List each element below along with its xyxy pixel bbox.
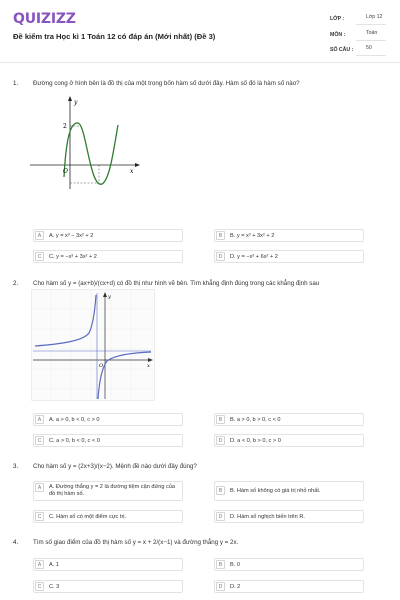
question-text: Đường cong ở hình bên là đồ thị của một trong bốn hàm số dưới đây. Hàm số đó là hàm số nào? bbox=[33, 80, 300, 87]
cubic-graph bbox=[30, 95, 142, 191]
y-intercept-label: 2 bbox=[63, 123, 67, 130]
question-number: 4. bbox=[13, 539, 19, 546]
worksheet-header bbox=[0, 0, 400, 63]
option-key: C bbox=[35, 436, 44, 445]
option-key: A bbox=[35, 560, 44, 569]
option-text: C. a > 0, b < 0, c < 0 bbox=[49, 438, 100, 444]
origin-label: O bbox=[99, 363, 104, 369]
subject-label: MÔN : bbox=[330, 32, 346, 38]
quizizz-logo: QUIZIZZ bbox=[13, 11, 76, 27]
option-text: C. Hàm số có một điểm cực trị. bbox=[49, 514, 127, 520]
option-key: D bbox=[216, 436, 225, 445]
rational-function-graph bbox=[31, 289, 155, 401]
option-text: D. a < 0, b > 0, c > 0 bbox=[230, 438, 281, 444]
answer-option-a[interactable] bbox=[33, 229, 183, 242]
option-key: B bbox=[216, 560, 225, 569]
answer-option-b[interactable] bbox=[214, 229, 364, 242]
option-text: A. Đường thẳng y = 2 là đường tiệm cận đứng của đồ thị hàm số. bbox=[49, 484, 176, 497]
y-axis-label: y bbox=[74, 99, 78, 106]
option-text: A. y = x³ − 3x² + 2 bbox=[49, 233, 94, 239]
answer-option-b[interactable] bbox=[214, 413, 364, 426]
answer-option-c[interactable] bbox=[33, 434, 183, 447]
question-text: Tìm số giao điểm của đồ thị hàm số y = x + 2/(x−1) và đường thẳng y = 2x. bbox=[33, 539, 239, 546]
option-key: B bbox=[216, 415, 225, 424]
answer-option-b[interactable] bbox=[214, 558, 364, 571]
subject-value: Toán bbox=[356, 30, 386, 41]
option-key: C bbox=[35, 512, 44, 521]
option-text: B. Hàm số không có giá trị nhỏ nhất. bbox=[230, 488, 321, 494]
question-number: 1. bbox=[13, 80, 19, 87]
option-key: D bbox=[216, 582, 225, 591]
option-text: C. 3 bbox=[49, 584, 60, 590]
option-text: D. 2 bbox=[230, 584, 241, 590]
class-value: Lớp 12 bbox=[356, 14, 386, 25]
option-text: B. y = x³ + 3x² + 2 bbox=[230, 233, 275, 239]
option-text: D. y = −x³ + 6x² + 2 bbox=[230, 254, 278, 260]
option-key: D bbox=[216, 512, 225, 521]
answer-option-c[interactable] bbox=[33, 580, 183, 593]
answer-option-c[interactable] bbox=[33, 250, 183, 263]
option-key: B bbox=[216, 486, 225, 495]
option-key: A bbox=[35, 483, 44, 492]
option-key: C bbox=[35, 582, 44, 591]
y-axis-label: y bbox=[108, 294, 111, 300]
answer-option-b[interactable] bbox=[214, 481, 364, 501]
x-axis-label: x bbox=[130, 168, 134, 175]
answer-option-a[interactable] bbox=[33, 481, 183, 501]
option-text: A. 1 bbox=[49, 562, 59, 568]
answer-option-d[interactable] bbox=[214, 580, 364, 593]
question-text: Cho hàm số y = (2x+3)/(x−2). Mệnh đề nào dưới đây đúng? bbox=[33, 463, 197, 470]
answer-option-a[interactable] bbox=[33, 558, 183, 571]
question-text: Cho hàm số y = (ax+b)/(cx+d) có đồ thị như hình vẽ bên. Tìm khẳng định đúng trong các khẳng định sau bbox=[33, 280, 320, 287]
answer-option-d[interactable] bbox=[214, 510, 364, 523]
class-label: LỚP : bbox=[330, 16, 345, 22]
question-number: 2. bbox=[13, 280, 19, 287]
option-key: B bbox=[216, 231, 225, 240]
option-text: A. a > 0, b < 0, c > 0 bbox=[49, 417, 100, 423]
question-count-value: 50 bbox=[356, 45, 386, 56]
option-key: A bbox=[35, 231, 44, 240]
worksheet-title: Đề kiểm tra Học kì 1 Toán 12 có đáp án (Mới nhất) (Đề 3) bbox=[13, 32, 216, 41]
answer-option-c[interactable] bbox=[33, 510, 183, 523]
option-key: D bbox=[216, 252, 225, 261]
origin-label: O bbox=[63, 168, 68, 175]
option-text: B. a > 0, b > 0, c < 0 bbox=[230, 417, 281, 423]
option-text: D. Hàm số nghịch biến trên R. bbox=[230, 514, 305, 520]
answer-option-a[interactable] bbox=[33, 413, 183, 426]
option-text: C. y = −x³ + 3x² + 2 bbox=[49, 254, 97, 260]
question-number: 3. bbox=[13, 463, 19, 470]
option-key: A bbox=[35, 415, 44, 424]
option-text: B. 0 bbox=[230, 562, 240, 568]
answer-option-d[interactable] bbox=[214, 434, 364, 447]
question-count-label: SỐ CÂU : bbox=[330, 47, 354, 53]
option-key: C bbox=[35, 252, 44, 261]
answer-option-d[interactable] bbox=[214, 250, 364, 263]
x-axis-label: x bbox=[147, 363, 150, 369]
